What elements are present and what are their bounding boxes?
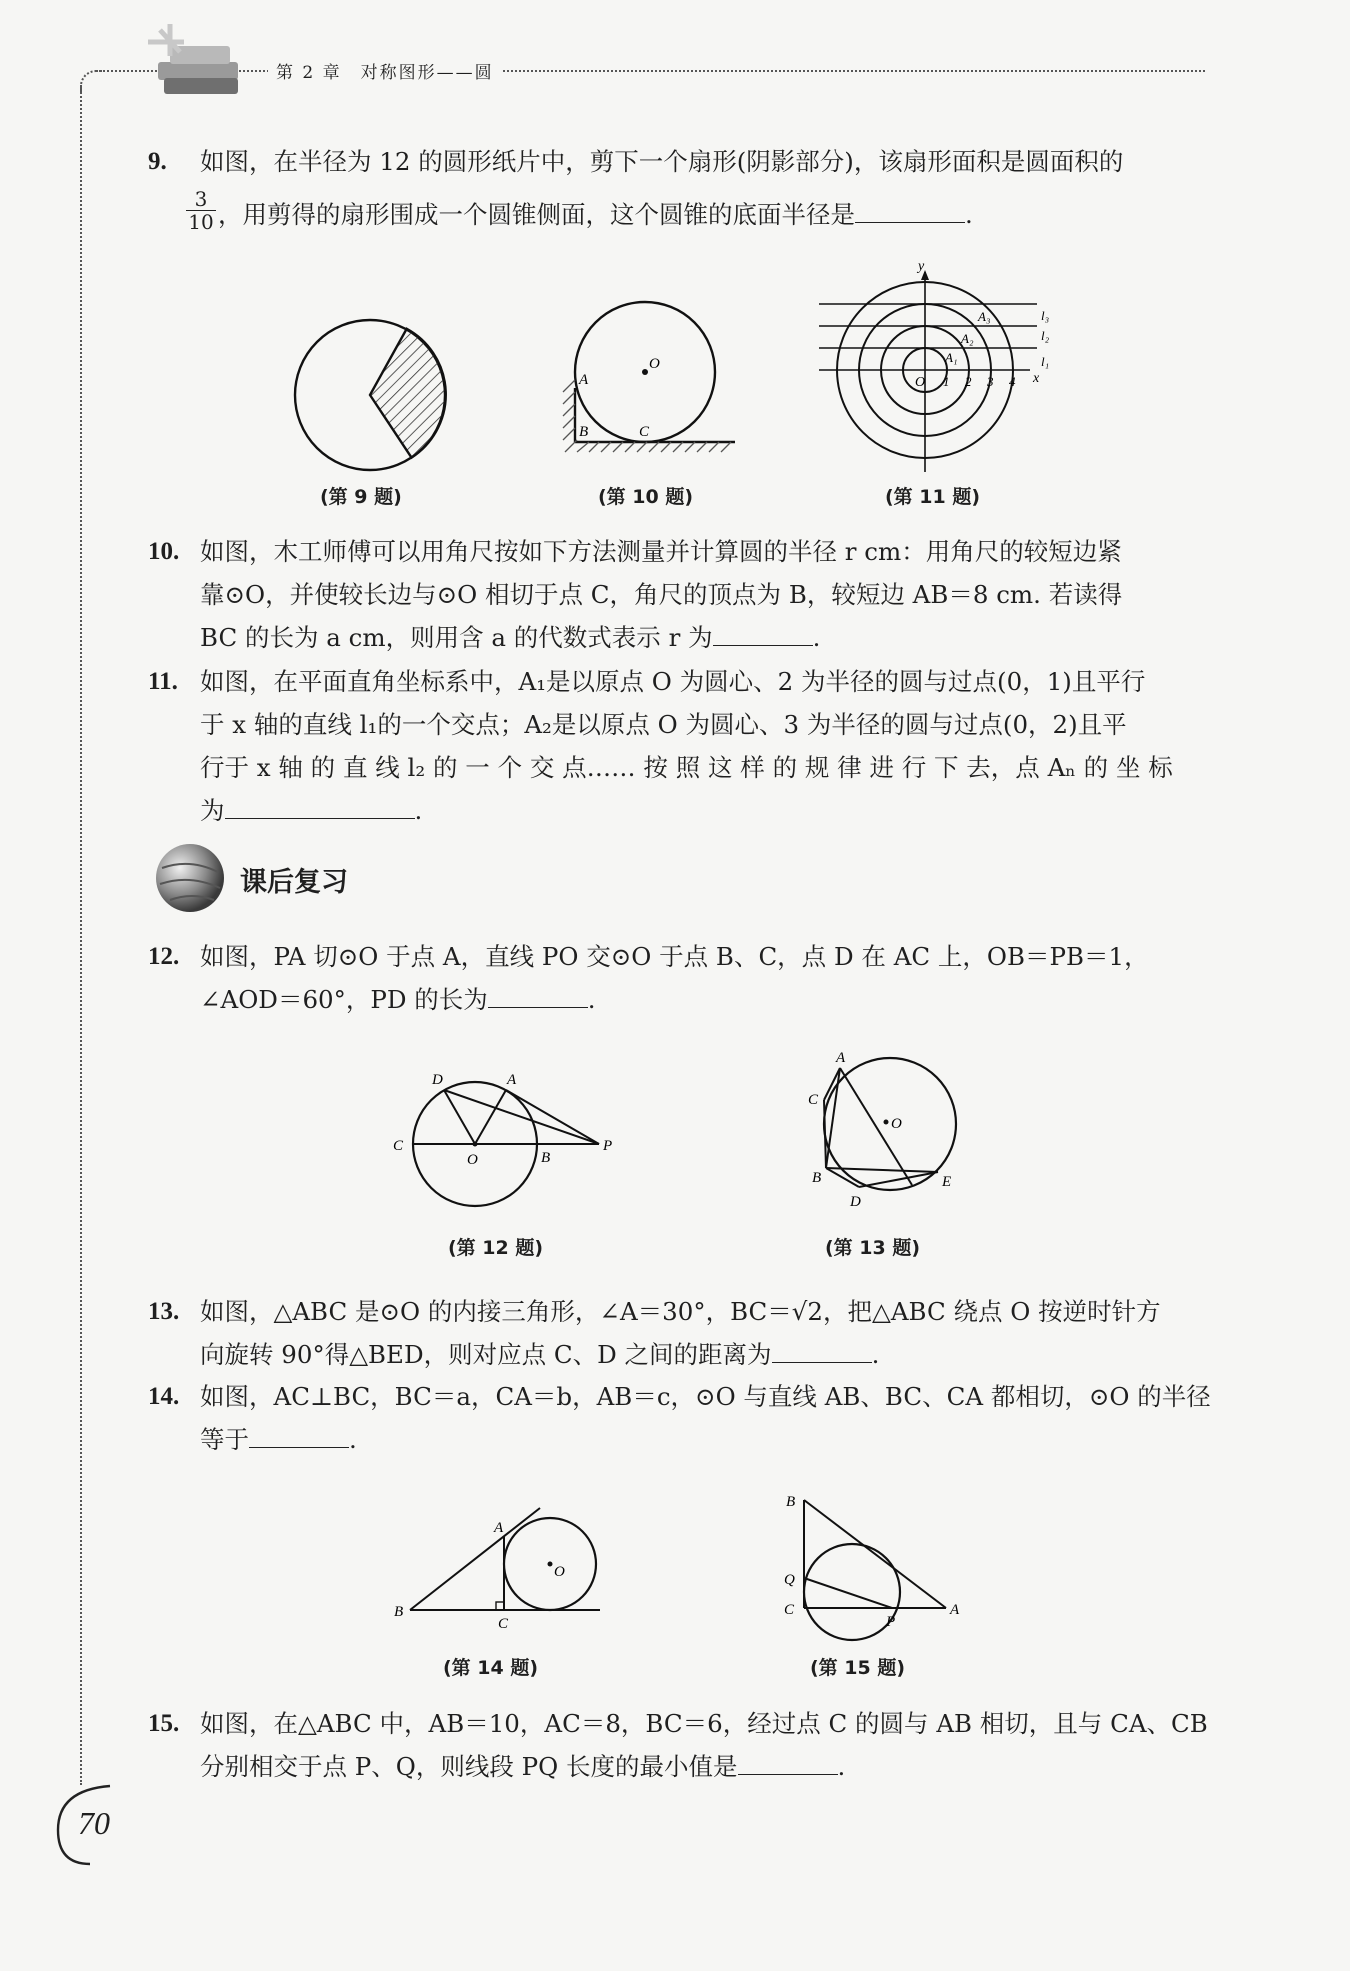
caption-11: (第 11 题) bbox=[885, 486, 981, 508]
label-P: P bbox=[603, 1138, 613, 1154]
question-number: 14. bbox=[148, 1383, 180, 1410]
tick-4: 4 bbox=[1009, 374, 1016, 389]
question-text: 于 x 轴的直线 l₁的一个交点；A₂是以原点 O 为圆心、3 为半径的圆与过点(0，2)且平 bbox=[200, 710, 1127, 739]
section-title: 课后复习 bbox=[240, 867, 348, 898]
label-D: D bbox=[432, 1072, 443, 1088]
question-text: 分别相交于点 P、Q，则线段 PQ 长度的最小值是 . bbox=[200, 1752, 846, 1781]
label-x: x bbox=[1033, 371, 1040, 386]
question-text: 如图，在△ABC 中，AB＝10，AC＝8，BC＝6，经过点 C 的圆与 AB 相切，且与 CA、CB bbox=[200, 1709, 1208, 1738]
tick-1: 1 bbox=[943, 374, 950, 389]
label-C: C bbox=[808, 1092, 819, 1108]
caption-14: (第 14 题) bbox=[443, 1657, 539, 1679]
question-text: ∠AOD＝60°，PD 的长为 . bbox=[200, 985, 596, 1014]
question-number: 10. bbox=[148, 538, 180, 565]
label-origin: O bbox=[915, 375, 926, 390]
figure-10 bbox=[555, 300, 755, 480]
label-O: O bbox=[554, 1564, 565, 1580]
caption-9: (第 9 题) bbox=[320, 486, 402, 508]
question-text: 为 . bbox=[200, 796, 423, 825]
chapter-header: 第 2 章 对称图形——圆 bbox=[268, 58, 502, 83]
question-text: 如图，AC⊥BC，BC＝a，CA＝b，AB＝c，⊙O 与直线 AB、BC、CA 都相切，⊙O 的半径 bbox=[200, 1382, 1211, 1411]
question-text: 如图，在平面直角坐标系中，A₁是以原点 O 为圆心、2 为半径的圆与过点(0，1)且平行 bbox=[200, 667, 1146, 696]
question-text: BC 的长为 a cm，则用含 a 的代数式表示 r 为 . bbox=[200, 623, 821, 652]
question-text: 如图，木工师傅可以用角尺按如下方法测量并计算圆的半径 r cm：用角尺的较短边紧 bbox=[200, 537, 1122, 566]
question-number: 9. bbox=[148, 148, 167, 175]
label-B: B bbox=[786, 1494, 796, 1510]
figure-13 bbox=[790, 1040, 990, 1230]
tick-2: 2 bbox=[965, 374, 972, 389]
label-B: B bbox=[541, 1150, 551, 1166]
figure-15 bbox=[770, 1490, 970, 1650]
label-l2: l₂ bbox=[1041, 328, 1050, 343]
question-text: 向旋转 90°得△BED，则对应点 C、D 之间的距离为 . bbox=[200, 1340, 880, 1369]
label-A: A bbox=[494, 1520, 504, 1536]
globe-icon bbox=[150, 838, 230, 918]
label-O: O bbox=[467, 1152, 478, 1168]
fraction-denominator: 10 bbox=[188, 210, 214, 234]
label-O: O bbox=[891, 1116, 902, 1132]
caption-15: (第 15 题) bbox=[810, 1657, 906, 1679]
label-C: C bbox=[784, 1602, 795, 1618]
question-text: 如图，PA 切⊙O 于点 A，直线 PO 交⊙O 于点 B、C，点 D 在 AC 上，OB＝PB＝1， bbox=[200, 942, 1149, 971]
label-O: O bbox=[649, 356, 660, 372]
label-l3: l₃ bbox=[1041, 308, 1050, 323]
label-C: C bbox=[393, 1138, 404, 1154]
label-A2: A₂ bbox=[961, 331, 974, 346]
question-text: 行于 x 轴 的 直 线 l₂ 的 一 个 交 点…… 按 照 这 样 的 规 律 进 行 下 去，点 Aₙ 的 坐 标 bbox=[200, 753, 1173, 782]
frame-top-rule bbox=[95, 70, 1205, 72]
answer-blank[interactable] bbox=[738, 1750, 838, 1775]
question-number: 12. bbox=[148, 943, 180, 970]
label-A: A bbox=[507, 1072, 517, 1088]
frame-corner bbox=[80, 70, 102, 92]
label-C: C bbox=[498, 1616, 509, 1632]
figure-12 bbox=[385, 1060, 635, 1230]
caption-13: (第 13 题) bbox=[825, 1237, 921, 1259]
answer-blank[interactable] bbox=[772, 1338, 872, 1363]
figure-14 bbox=[390, 1500, 620, 1640]
frame-left-rule bbox=[80, 85, 82, 1785]
question-number: 13. bbox=[148, 1298, 180, 1325]
question-text: 如图，在半径为 12 的圆形纸片中，剪下一个扇形(阴影部分)，该扇形面积是圆面积的 bbox=[200, 147, 1124, 176]
books-icon bbox=[140, 22, 250, 102]
label-Q: Q bbox=[784, 1572, 795, 1588]
question-number: 11. bbox=[148, 668, 178, 695]
question-text: 如图，△ABC 是⊙O 的内接三角形，∠A＝30°，BC＝√2，把△ABC 绕点 O 按逆时针方 bbox=[200, 1297, 1161, 1326]
label-P: P bbox=[886, 1614, 896, 1630]
question-text: 靠⊙O，并使较长边与⊙O 相切于点 C，角尺的顶点为 B，较短边 AB＝8 cm. 若读得 bbox=[200, 580, 1123, 609]
fraction-numerator: 3 bbox=[186, 188, 216, 211]
question-text: 等于 . bbox=[200, 1425, 357, 1454]
label-E: E bbox=[942, 1174, 952, 1190]
page-number: 70 bbox=[78, 1805, 110, 1841]
answer-blank[interactable] bbox=[488, 983, 588, 1008]
label-A: A bbox=[950, 1602, 960, 1618]
answer-blank[interactable] bbox=[855, 198, 965, 223]
label-A1: A₁ bbox=[945, 350, 958, 365]
label-A3: A₃ bbox=[978, 309, 991, 324]
figure-9 bbox=[280, 305, 460, 485]
label-B: B bbox=[579, 424, 589, 440]
label-B: B bbox=[394, 1604, 404, 1620]
answer-blank[interactable] bbox=[713, 621, 813, 646]
question-text: ，用剪得的扇形围成一个圆锥侧面，这个圆锥的底面半径是 . bbox=[218, 200, 973, 229]
label-A: A bbox=[836, 1050, 846, 1066]
label-B: B bbox=[812, 1170, 822, 1186]
answer-blank[interactable] bbox=[225, 794, 415, 819]
label-C: C bbox=[639, 424, 650, 440]
label-D: D bbox=[850, 1194, 861, 1210]
label-A: A bbox=[579, 372, 589, 388]
label-l1: l₁ bbox=[1041, 354, 1050, 369]
answer-blank[interactable] bbox=[249, 1423, 349, 1448]
figure-11 bbox=[815, 258, 1075, 478]
question-number: 15. bbox=[148, 1710, 180, 1737]
label-y: y bbox=[918, 259, 925, 274]
caption-10: (第 10 题) bbox=[598, 486, 694, 508]
fraction bbox=[186, 188, 216, 233]
tick-3: 3 bbox=[987, 374, 994, 389]
caption-12: (第 12 题) bbox=[448, 1237, 544, 1259]
